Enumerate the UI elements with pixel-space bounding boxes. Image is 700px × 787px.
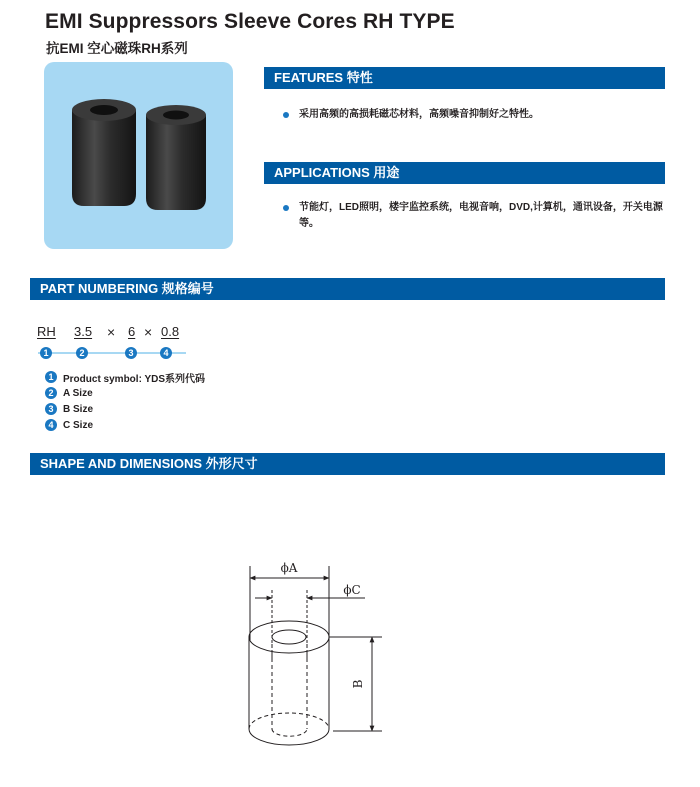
applications-list — [283, 200, 668, 232]
bullet-icon — [283, 205, 289, 211]
number-badge: 1 — [45, 371, 57, 383]
features-heading: FEATURES 特性 — [264, 67, 665, 89]
legend-item: 1 Product symbol: YDS系列代码 — [45, 369, 205, 385]
number-badge: 3 — [125, 347, 137, 359]
dim-label-a: ϕA — [280, 561, 298, 575]
part-code-c: 0.8 — [161, 324, 180, 339]
dim-label-b: B — [351, 679, 365, 689]
part-code-b: 6 — [128, 324, 136, 339]
number-badge: 2 — [76, 347, 88, 359]
features-list — [283, 107, 663, 123]
separator: × — [144, 324, 153, 340]
legend-item: 2 A Size — [45, 385, 205, 401]
number-badge: 3 — [45, 403, 57, 415]
legend-item: 4 C Size — [45, 417, 205, 433]
page-subtitle: 抗EMI 空心磁珠RH系列 — [46, 41, 188, 56]
legend-item: 3 B Size — [45, 401, 205, 417]
shape-heading: SHAPE AND DIMENSIONS 外形尺寸 — [30, 453, 665, 475]
page-title: EMI Suppressors Sleeve Cores RH TYPE — [45, 10, 455, 33]
part-code-a: 3.5 — [74, 324, 93, 339]
number-badge: 4 — [160, 347, 172, 359]
applications-heading: APPLICATIONS 用途 — [264, 162, 665, 184]
number-badge: 1 — [40, 347, 52, 359]
product-photo — [44, 62, 233, 249]
separator: × — [107, 324, 116, 340]
number-badge: 2 — [45, 387, 57, 399]
list-item: 节能灯，LED照明，楼宇监控系统，电视音响，DVD,计算机，通讯设备，开关电源等。 — [283, 200, 668, 232]
bullet-icon — [283, 112, 289, 118]
list-item: 采用高频的高损耗磁芯材料，高频噪音抑制好之特性。 — [283, 107, 663, 123]
number-badge: 4 — [45, 419, 57, 431]
part-numbering-heading: PART NUMBERING 规格编号 — [30, 278, 665, 300]
dim-label-c: ϕC — [343, 583, 361, 597]
part-code-rh: RH — [37, 324, 56, 339]
part-legend — [45, 369, 205, 433]
